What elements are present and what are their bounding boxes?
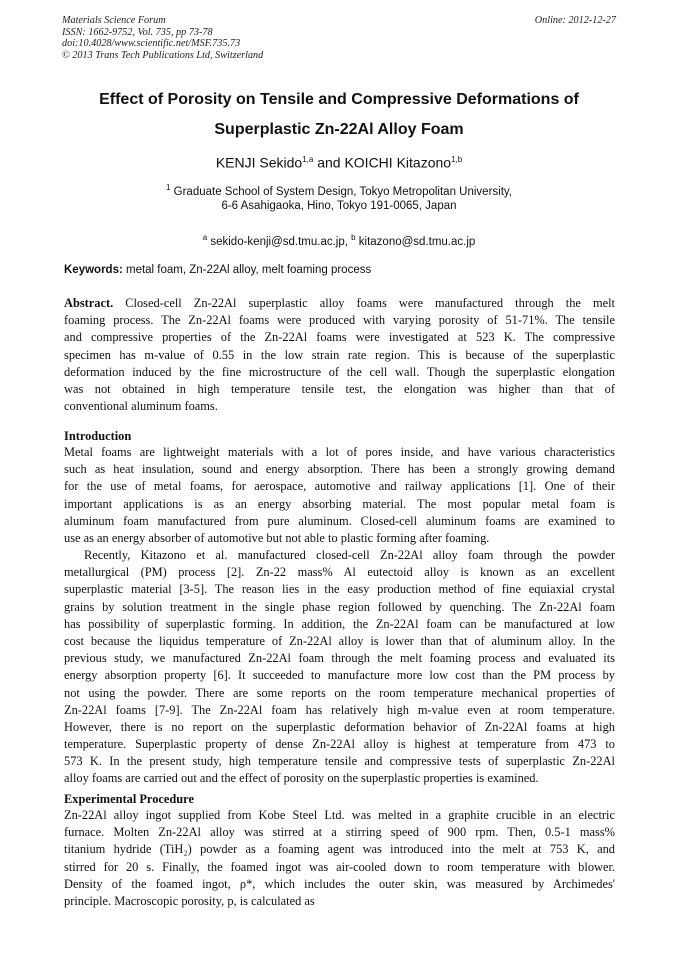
author-list bbox=[64, 151, 614, 172]
online-date: Online: 2012-12-27 bbox=[534, 15, 616, 26]
intro-line: grains by solution treatment in the single phase region followed by quenching. The Zn-22Al foam bbox=[64, 599, 615, 614]
exp-line: titanium hydride (TiH₂) powder as a foaming agent was introduced into the melt at 753 K, and bbox=[64, 842, 615, 857]
abstract-line: and compressive properties of the Zn-22Al foams were investigated at 523 K. The compressive bbox=[64, 330, 615, 345]
intro-line: 573 K. In the present study, high temperature tensile and compressive tests of superplastic Zn-22Al bbox=[64, 754, 615, 769]
keywords-text: metal foam, Zn-22Al alloy, melt foaming process bbox=[122, 264, 372, 276]
abstract-line: foaming process. The Zn-22Al foams were produced with varying porosity of 51-71%. The tensile bbox=[64, 313, 615, 328]
intro-line: use as an energy absorber of automotive but not able to plastic forming after foaming. bbox=[64, 530, 490, 545]
email-b: kitazono@sd.tmu.ac.jp bbox=[355, 235, 476, 248]
author-1-sup: 1,a bbox=[302, 155, 314, 164]
exp-line: Zn-22Al alloy ingot supplied from Kobe Steel Ltd. was melted in a graphite crucible in an electric bbox=[64, 808, 615, 822]
intro-line: However, there is no report on the superplastic deformation behavior of Zn-22Al foams at high bbox=[64, 719, 615, 734]
journal-header bbox=[62, 15, 616, 61]
intro-line: aluminum foam manufactured from pure aluminum. Closed-cell aluminum foams are examined to bbox=[64, 513, 615, 528]
doi: doi:10.4028/www.scientific.net/MSF.735.73 bbox=[62, 38, 241, 50]
intro-line: Metal foams are lightweight materials with a lot of pores inside, and have various characteristics bbox=[64, 445, 615, 459]
intro-line: superplastic material [3-5]. The reason lies in the easy production method of fine equiaxial crystal bbox=[64, 582, 615, 597]
affiliation-line-2: 6-6 Asahigaoka, Hino, Tokyo 191-0065, Japan bbox=[221, 200, 457, 212]
author-2-sup: 1,b bbox=[451, 155, 463, 164]
author-2: KOICHI Kitazono bbox=[344, 154, 452, 171]
intro-line: Recently, Kitazono et al. manufactured closed-cell Zn-22Al alloy foam through the powder bbox=[84, 548, 615, 562]
email-sup-b: b bbox=[351, 233, 356, 242]
abstract-line: was not obtained in high temperature tensile test, the elongation was higher than that of bbox=[64, 381, 615, 396]
exp-line: stirred for 20 s. Finally, the foamed ingot was air-cooled down to room temperature with blower. bbox=[64, 859, 615, 874]
intro-line: such as heat insulation, sound and energy absorption. There has been a strongly growing demand bbox=[64, 462, 615, 477]
introduction-paragraph-1 bbox=[64, 444, 615, 547]
affiliation-sup: 1 bbox=[166, 183, 171, 192]
abstract-line: conventional aluminum foams. bbox=[64, 399, 218, 414]
intro-line: previous study, we manufactured Zn-22Al foam through the melt foaming process and evaluated its bbox=[64, 651, 615, 666]
intro-line: for the use of metal foams, for aerospace, automotive and railway applications [1]. One of their bbox=[64, 479, 615, 494]
abstract-label: Abstract. bbox=[64, 296, 114, 310]
journal-name: Materials Science Forum bbox=[62, 15, 166, 26]
keywords-label: Keywords: bbox=[64, 264, 123, 276]
abstract bbox=[64, 295, 615, 415]
intro-line: metallurgical (PM) process [2]. Zn-22 mass% Al eutectoid alloy is known as an excellent bbox=[64, 565, 615, 580]
paper-title-line-1: Effect of Porosity on Tensile and Compressive Deformations of bbox=[99, 91, 579, 108]
introduction-heading: Introduction bbox=[64, 429, 132, 443]
introduction-paragraph-2 bbox=[64, 547, 615, 788]
intro-line: alloy foams are carried out and the effect of porosity on the superplastic properties is examined. bbox=[64, 771, 539, 786]
exp-line: principle. Macroscopic porosity, p, is calculated as bbox=[64, 893, 315, 908]
email-line bbox=[64, 231, 614, 249]
issn: ISSN: 1662-9752, Vol. 735, pp 73-78 bbox=[62, 26, 213, 38]
affiliation-line-1 bbox=[64, 181, 614, 199]
intro-line: important applications is as an energy absorbing material. The most popular metal foam is bbox=[64, 496, 615, 511]
abstract-line bbox=[64, 295, 615, 312]
experimental-heading: Experimental Procedure bbox=[64, 792, 194, 806]
abstract-line-0: Closed-cell Zn-22Al superplastic alloy foams were manufactured through the melt bbox=[113, 296, 615, 310]
email-sup-a: a bbox=[202, 233, 208, 242]
author-1: KENJI Sekido bbox=[215, 154, 303, 171]
intro-line: cost because the liquidus temperature of Zn-22Al alloy is lower than that of aluminum alloy. In the bbox=[64, 633, 615, 648]
intro-line: not using the powder. There are some reports on the room temperature mechanical properties of bbox=[64, 685, 615, 700]
author-separator: and bbox=[313, 154, 345, 171]
intro-line: temperature. Superplastic property of dense Zn-22Al alloy is highest at temperature from 473 to bbox=[64, 737, 615, 752]
keywords bbox=[64, 263, 616, 277]
paper-title-line-2: Superplastic Zn-22Al Alloy Foam bbox=[214, 121, 464, 138]
email-a: sekido-kenji@sd.tmu.ac.jp, bbox=[207, 235, 352, 248]
intro-line: energy absorption property [6]. It succeeded to manufacture more low cost than the PM process by bbox=[64, 668, 615, 683]
abstract-line: specimen has m-value of 0.55 in the low strain rate region. This is because of the superplastic bbox=[64, 347, 615, 362]
abstract-line: deformation induced by the fine microstructure of the cell wall. Though the superplastic elongation bbox=[64, 364, 615, 379]
experimental-paragraph bbox=[64, 807, 615, 910]
intro-line: Zn-22Al foams [7-9]. The Zn-22Al foam has relatively high m-value even at room temperature. bbox=[64, 702, 615, 717]
affiliation-text-1: Graduate School of System Design, Tokyo Metropolitan University, bbox=[170, 185, 512, 198]
exp-line: furnace. Molten Zn-22Al alloy was stirred at a stirring speed of 900 rpm. Then, 0.5-1 mass% bbox=[64, 825, 615, 840]
exp-line: Density of the foamed ingot, ρ*, which includes the outer skin, was measured by Archimedes' bbox=[64, 876, 615, 891]
intro-line: has possibility of superplastic forming. In addition, the Zn-22Al foam can be manufactured at low bbox=[64, 616, 615, 631]
copyright: © 2013 Trans Tech Publications Ltd, Switzerland bbox=[62, 49, 264, 61]
